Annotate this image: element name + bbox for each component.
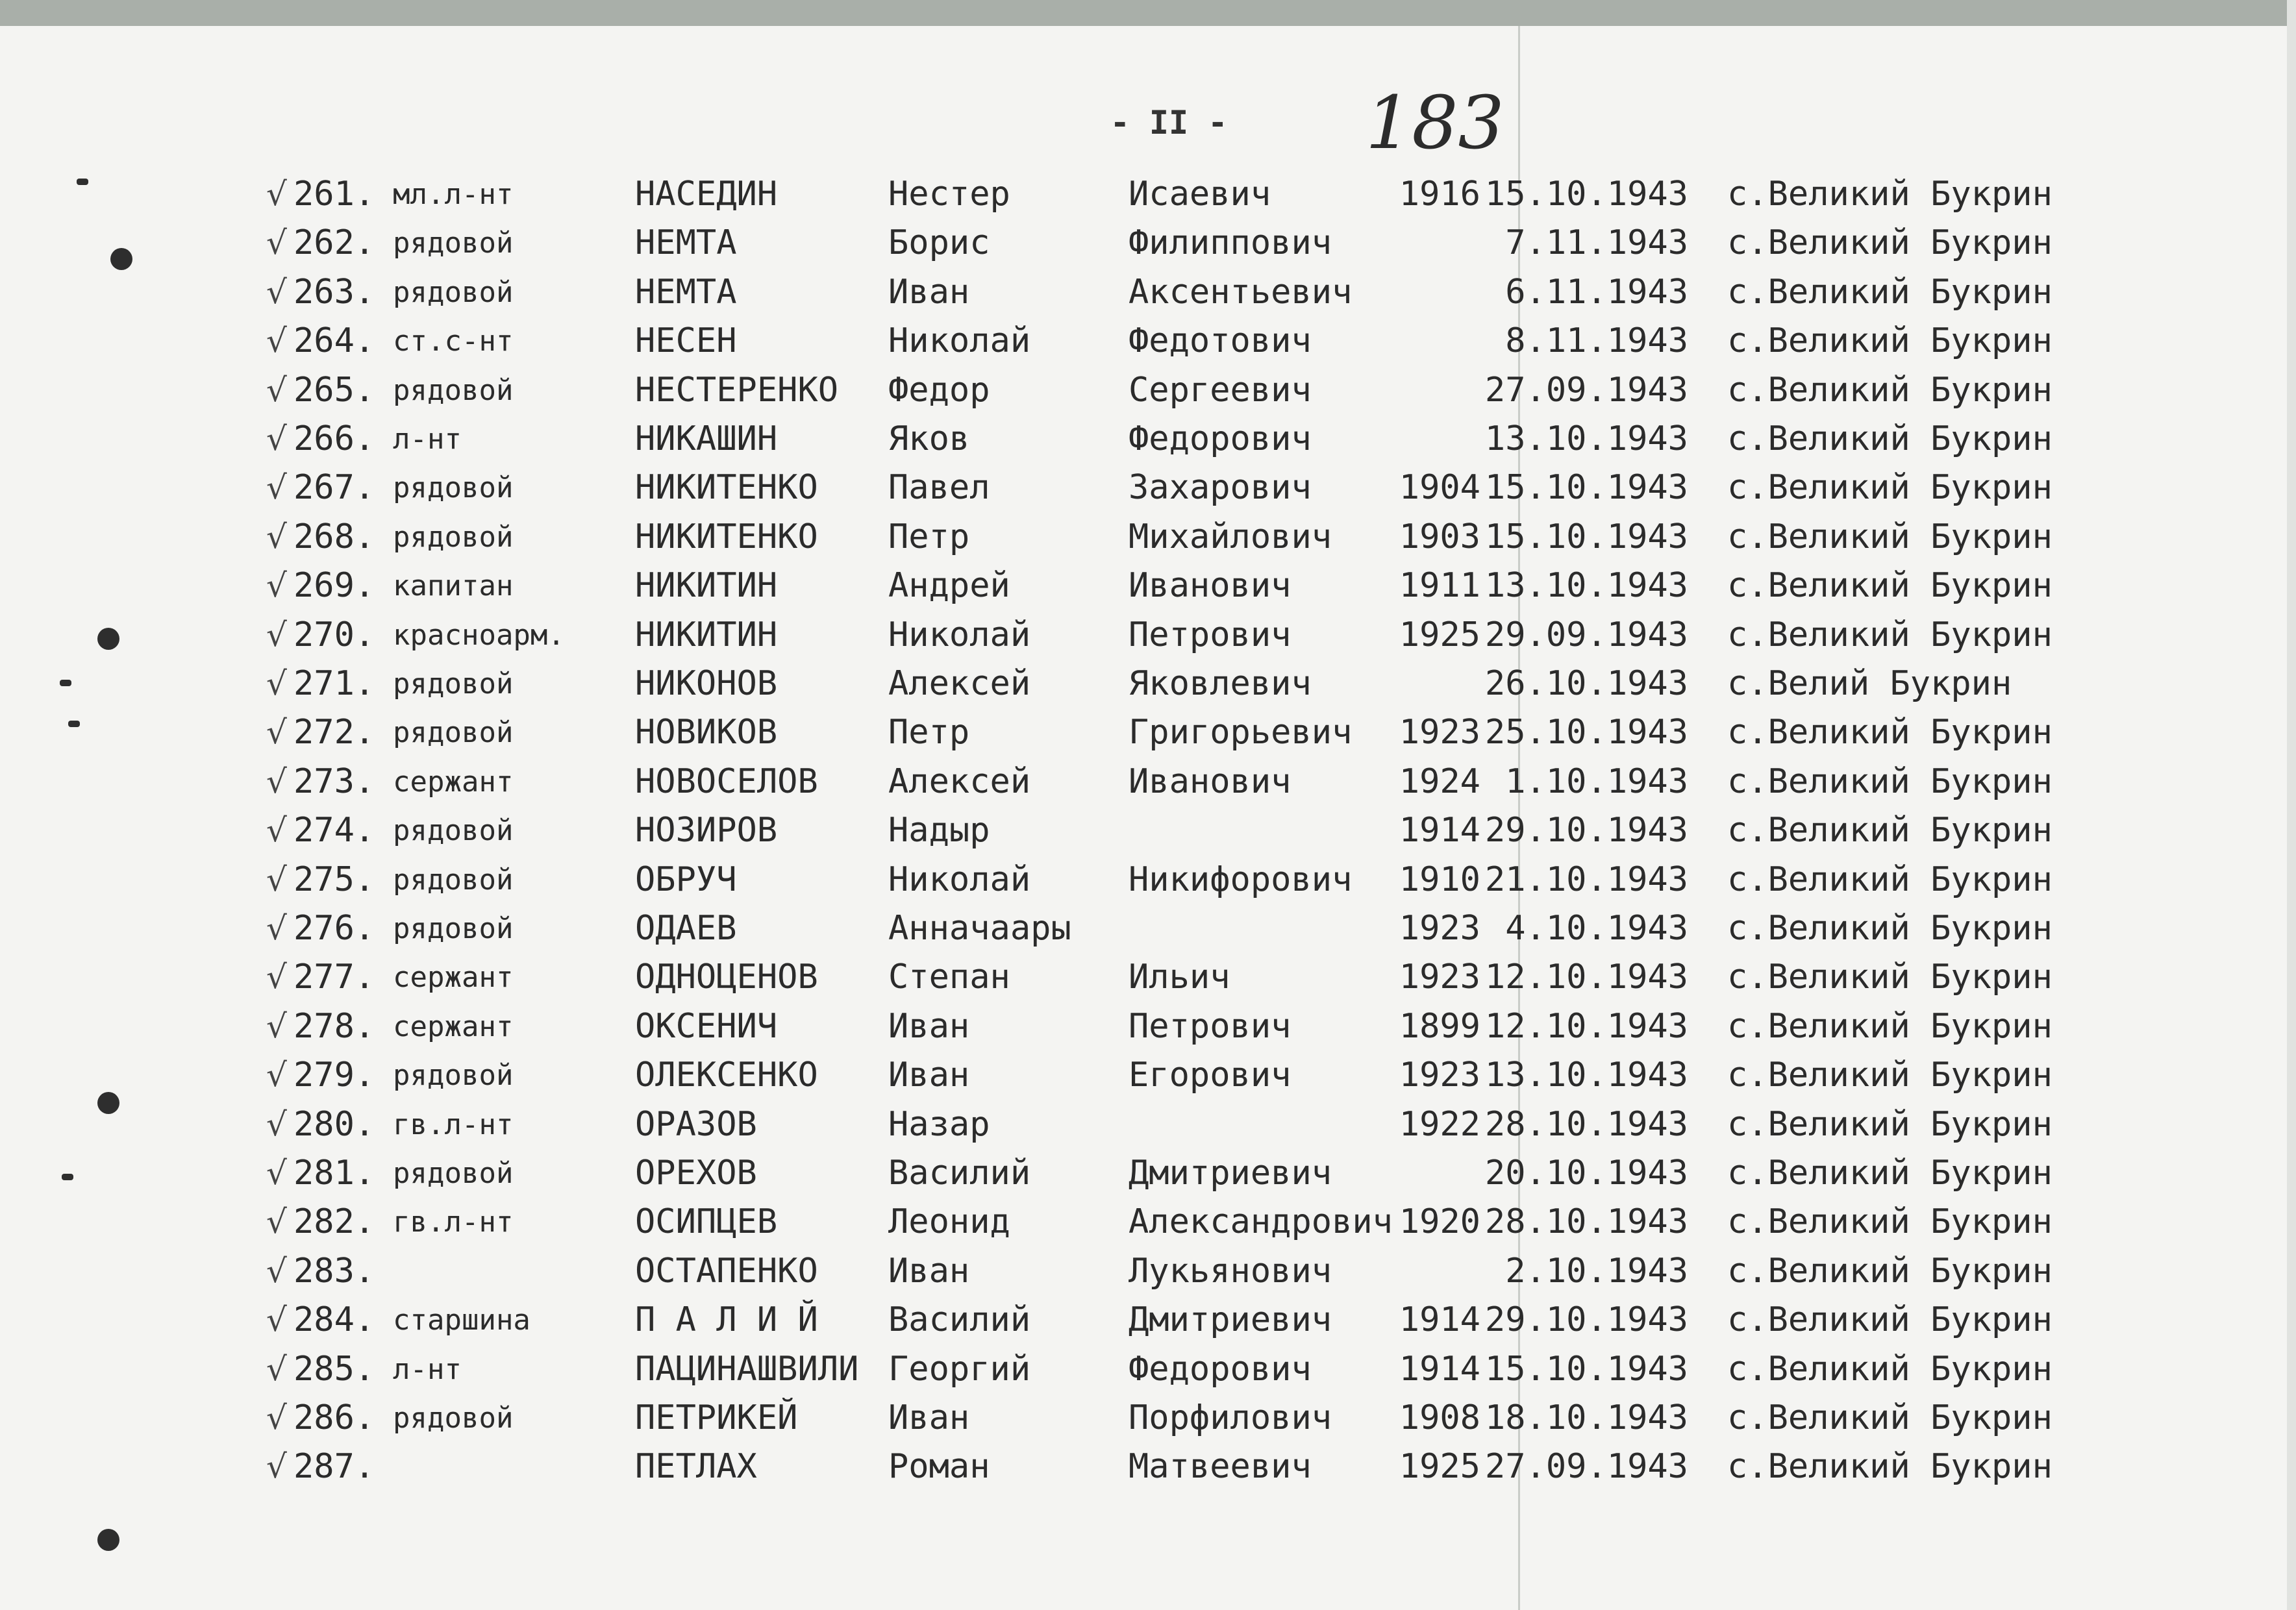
patronymic: Филиппович (1129, 223, 1332, 263)
record-number: 278. (293, 1006, 375, 1046)
birth-year: 1899 (1399, 1006, 1480, 1046)
record-number: 276. (293, 909, 375, 948)
first-name: Федор (888, 370, 990, 410)
rank: рядовой (393, 863, 514, 897)
death-date: 12.10.1943 (1484, 1006, 1688, 1046)
punch-mark (60, 680, 71, 686)
first-name: Иван (888, 272, 970, 312)
checkmark: √ (266, 1448, 287, 1486)
rank: рядовой (393, 1059, 514, 1093)
burial-place: с.Великий Букрин (1727, 223, 2053, 263)
death-date: 7.11.1943 (1505, 223, 1688, 263)
death-date: 15.10.1943 (1484, 468, 1688, 508)
punch-hole (110, 248, 132, 270)
burial-place: с.Великий Букрин (1727, 1154, 2053, 1193)
record-number: 286. (293, 1398, 375, 1437)
patronymic: Александрович (1129, 1202, 1393, 1242)
checkmark: √ (266, 1056, 287, 1095)
burial-place: с.Великий Букрин (1727, 1056, 2053, 1095)
last-name: НАСЕДИН (635, 175, 778, 214)
birth-year: 1923 (1399, 1056, 1480, 1095)
first-name: Петр (888, 517, 970, 556)
burial-place: с.Великий Букрин (1727, 615, 2053, 654)
last-name: ПЕТЛАХ (635, 1447, 757, 1487)
patronymic: Захарович (1129, 468, 1312, 508)
death-date: 15.10.1943 (1484, 1349, 1688, 1389)
birth-year: 1925 (1399, 615, 1480, 654)
punch-mark (77, 179, 88, 185)
record-number: 264. (293, 321, 375, 361)
first-name: Иван (888, 1251, 970, 1291)
birth-year: 1910 (1399, 860, 1480, 899)
rank: красноарм. (393, 618, 565, 652)
rank: рядовой (393, 373, 514, 407)
first-name: Анначаары (888, 909, 1071, 948)
last-name: НИКИТЕНКО (635, 468, 818, 508)
checkmark: √ (266, 1007, 287, 1045)
patronymic: Дмитриевич (1129, 1154, 1332, 1193)
page-number: - II - (1110, 104, 1228, 142)
burial-place: с.Великий Букрин (1727, 909, 2053, 948)
punch-hole (97, 1092, 119, 1114)
burial-place: с.Великий Букрин (1727, 1006, 2053, 1046)
death-date: 4.10.1943 (1505, 909, 1688, 948)
punch-mark (62, 1174, 73, 1180)
last-name: НОВОСЕЛОВ (635, 762, 818, 801)
rank: мл.л-нт (393, 178, 514, 211)
first-name: Василий (888, 1154, 1031, 1193)
patronymic: Федотович (1129, 321, 1312, 361)
birth-year: 1903 (1399, 517, 1480, 556)
first-name: Степан (888, 958, 1010, 997)
record-number: 271. (293, 664, 375, 703)
death-date: 29.10.1943 (1484, 1300, 1688, 1340)
rank: сержант (393, 1009, 514, 1043)
burial-place: с.Великий Букрин (1727, 860, 2053, 899)
death-date: 25.10.1943 (1484, 713, 1688, 752)
patronymic: Петрович (1129, 615, 1292, 654)
patronymic: Исаевич (1129, 175, 1271, 214)
first-name: Алексей (888, 664, 1031, 703)
last-name: ОЛЕКСЕНКО (635, 1056, 818, 1095)
birth-year: 1916 (1399, 175, 1480, 214)
death-date: 29.09.1943 (1484, 615, 1688, 654)
patronymic: Михайлович (1129, 517, 1332, 556)
checkmark: √ (266, 224, 287, 262)
death-date: 27.09.1943 (1484, 1447, 1688, 1487)
last-name: НИКИТИН (635, 566, 778, 606)
first-name: Нестер (888, 175, 1010, 214)
last-name: ОСТАПЕНКО (635, 1251, 818, 1291)
first-name: Василий (888, 1300, 1031, 1340)
checkmark: √ (266, 1252, 287, 1290)
scan-top-border (0, 0, 2296, 26)
burial-place: с.Великий Букрин (1727, 958, 2053, 997)
death-date: 20.10.1943 (1484, 1154, 1688, 1193)
checkmark: √ (266, 322, 287, 360)
burial-place: с.Великий Букрин (1727, 566, 2053, 606)
patronymic: Лукьянович (1129, 1251, 1332, 1291)
birth-year: 1923 (1399, 713, 1480, 752)
patronymic: Матвеевич (1129, 1447, 1312, 1487)
checkmark: √ (266, 860, 287, 898)
checkmark: √ (266, 1350, 287, 1388)
death-date: 8.11.1943 (1505, 321, 1688, 361)
last-name: ОДАЕВ (635, 909, 737, 948)
rank: рядовой (393, 667, 514, 700)
last-name: НИКОНОВ (635, 664, 778, 703)
record-number: 277. (293, 958, 375, 997)
rank: рядовой (393, 275, 514, 309)
record-number: 279. (293, 1056, 375, 1095)
birth-year: 1904 (1399, 468, 1480, 508)
last-name: ОСИПЦЕВ (635, 1202, 778, 1242)
last-name: ПЕТРИКЕЙ (635, 1398, 798, 1437)
burial-place: с.Великий Букрин (1727, 370, 2053, 410)
patronymic: Егорович (1129, 1056, 1292, 1095)
last-name: НЕМТА (635, 272, 737, 312)
checkmark: √ (266, 1399, 287, 1437)
rank: капитан (393, 569, 514, 603)
rank: рядовой (393, 814, 514, 848)
first-name: Роман (888, 1447, 990, 1487)
burial-place: с.Великий Букрин (1727, 517, 2053, 556)
birth-year: 1923 (1399, 958, 1480, 997)
patronymic: Петрович (1129, 1006, 1292, 1046)
birth-year: 1914 (1399, 811, 1480, 850)
rank: рядовой (393, 1402, 514, 1435)
checkmark: √ (266, 762, 287, 800)
record-number: 284. (293, 1300, 375, 1340)
last-name: ОБРУЧ (635, 860, 737, 899)
patronymic: Сергеевич (1129, 370, 1312, 410)
first-name: Георгий (888, 1349, 1031, 1389)
record-number: 268. (293, 517, 375, 556)
rank: рядовой (393, 227, 514, 260)
patronymic: Федорович (1129, 1349, 1312, 1389)
first-name: Николай (888, 615, 1031, 654)
last-name: ОРЕХОВ (635, 1154, 757, 1193)
record-number: 283. (293, 1251, 375, 1291)
last-name: НЕСЕН (635, 321, 737, 361)
rank: старшина (393, 1304, 530, 1337)
checkmark: √ (266, 420, 287, 458)
rank: рядовой (393, 1157, 514, 1190)
burial-place: с.Великий Букрин (1727, 1447, 2053, 1487)
death-date: 13.10.1943 (1484, 566, 1688, 606)
first-name: Алексей (888, 762, 1031, 801)
checkmark: √ (266, 665, 287, 702)
record-number: 273. (293, 762, 375, 801)
first-name: Николай (888, 321, 1031, 361)
record-number: 269. (293, 566, 375, 606)
record-number: 282. (293, 1202, 375, 1242)
burial-place: с.Великий Букрин (1727, 1349, 2053, 1389)
first-name: Иван (888, 1056, 970, 1095)
rank: рядовой (393, 471, 514, 505)
first-name: Борис (888, 223, 990, 263)
patronymic: Аксентьевич (1129, 272, 1353, 312)
checkmark: √ (266, 175, 287, 213)
record-number: 280. (293, 1104, 375, 1144)
record-number: 274. (293, 811, 375, 850)
burial-place: с.Велий Букрин (1727, 664, 2012, 703)
birth-year: 1925 (1399, 1447, 1480, 1487)
death-date: 13.10.1943 (1484, 1056, 1688, 1095)
birth-year: 1911 (1399, 566, 1480, 606)
first-name: Леонид (888, 1202, 1010, 1242)
death-date: 29.10.1943 (1484, 811, 1688, 850)
death-date: 13.10.1943 (1484, 419, 1688, 458)
record-number: 285. (293, 1349, 375, 1389)
record-number: 275. (293, 860, 375, 899)
death-date: 28.10.1943 (1484, 1104, 1688, 1144)
death-date: 18.10.1943 (1484, 1398, 1688, 1437)
death-date: 27.09.1943 (1484, 370, 1688, 410)
birth-year: 1924 (1399, 762, 1480, 801)
burial-place: с.Великий Букрин (1727, 1104, 2053, 1144)
death-date: 21.10.1943 (1484, 860, 1688, 899)
first-name: Надыр (888, 811, 990, 850)
last-name: П А Л И Й (635, 1300, 818, 1340)
birth-year: 1914 (1399, 1300, 1480, 1340)
patronymic: Ильич (1129, 958, 1230, 997)
checkmark: √ (266, 811, 287, 850)
rank: ст.с-нт (393, 325, 514, 358)
checkmark: √ (266, 1301, 287, 1339)
rank: сержант (393, 961, 514, 995)
death-date: 1.10.1943 (1505, 762, 1688, 801)
patronymic: Иванович (1129, 762, 1292, 801)
punch-hole (97, 628, 119, 650)
last-name: НЕСТЕРЕНКО (635, 370, 839, 410)
burial-place: с.Великий Букрин (1727, 321, 2053, 361)
last-name: ОКСЕНИЧ (635, 1006, 778, 1046)
checkmark: √ (266, 910, 287, 947)
burial-place: с.Великий Букрин (1727, 1398, 2053, 1437)
rank: гв.л-нт (393, 1206, 514, 1239)
first-name: Николай (888, 860, 1031, 899)
patronymic: Порфилович (1129, 1398, 1332, 1437)
checkmark: √ (266, 273, 287, 311)
death-date: 28.10.1943 (1484, 1202, 1688, 1242)
rank: л-нт (393, 1352, 462, 1386)
checkmark: √ (266, 713, 287, 752)
record-number: 263. (293, 272, 375, 312)
patronymic: Яковлевич (1129, 664, 1312, 703)
record-number: 270. (293, 615, 375, 654)
first-name: Петр (888, 713, 970, 752)
last-name: НЕМТА (635, 223, 737, 263)
scan-right-edge (2287, 0, 2296, 1610)
death-date: 6.11.1943 (1505, 272, 1688, 312)
death-date: 26.10.1943 (1484, 664, 1688, 703)
burial-place: с.Великий Букрин (1727, 1202, 2053, 1242)
death-date: 12.10.1943 (1484, 958, 1688, 997)
patronymic: Иванович (1129, 566, 1292, 606)
last-name: НИКАШИН (635, 419, 778, 458)
death-date: 15.10.1943 (1484, 517, 1688, 556)
first-name: Павел (888, 468, 990, 508)
checkmark: √ (266, 1203, 287, 1241)
record-number: 265. (293, 370, 375, 410)
burial-place: с.Великий Букрин (1727, 272, 2053, 312)
record-number: 281. (293, 1154, 375, 1193)
rank: сержант (393, 765, 514, 799)
record-number: 261. (293, 175, 375, 214)
last-name: ОРАЗОВ (635, 1104, 757, 1144)
checkmark: √ (266, 469, 287, 507)
last-name: ПАЦИНАШВИЛИ (635, 1349, 859, 1389)
archive-page-number (1360, 71, 1504, 169)
patronymic: Федорович (1129, 419, 1312, 458)
rank: гв.л-нт (393, 1108, 514, 1141)
first-name: Яков (888, 419, 970, 458)
patronymic: Никифорович (1129, 860, 1353, 899)
record-number: 267. (293, 468, 375, 508)
last-name: НИКИТЕНКО (635, 517, 818, 556)
burial-place: с.Великий Букрин (1727, 175, 2053, 214)
checkmark: √ (266, 615, 287, 654)
burial-place: с.Великий Букрин (1727, 713, 2053, 752)
checkmark: √ (266, 1154, 287, 1192)
first-name: Иван (888, 1006, 970, 1046)
birth-year: 1923 (1399, 909, 1480, 948)
last-name: НИКИТИН (635, 615, 778, 654)
svg-text:183: 183 (1366, 81, 1504, 166)
last-name: НОЗИРОВ (635, 811, 778, 850)
death-date: 15.10.1943 (1484, 175, 1688, 214)
birth-year: 1908 (1399, 1398, 1480, 1437)
checkmark: √ (266, 958, 287, 997)
burial-place: с.Великий Букрин (1727, 419, 2053, 458)
first-name: Назар (888, 1104, 990, 1144)
record-number: 262. (293, 223, 375, 263)
rank: л-нт (393, 423, 462, 456)
record-number: 272. (293, 713, 375, 752)
rank: рядовой (393, 912, 514, 945)
first-name: Андрей (888, 566, 1010, 606)
patronymic: Григорьевич (1129, 713, 1353, 752)
record-number: 287. (293, 1447, 375, 1487)
burial-place: с.Великий Букрин (1727, 811, 2053, 850)
patronymic: Дмитриевич (1129, 1300, 1332, 1340)
burial-place: с.Великий Букрин (1727, 1251, 2053, 1291)
last-name: НОВИКОВ (635, 713, 778, 752)
punch-hole (97, 1529, 119, 1551)
birth-year: 1922 (1399, 1104, 1480, 1144)
last-name: ОДНОЦЕНОВ (635, 958, 818, 997)
rank: рядовой (393, 716, 514, 750)
checkmark: √ (266, 567, 287, 605)
death-date: 2.10.1943 (1505, 1251, 1688, 1291)
checkmark: √ (266, 371, 287, 409)
checkmark: √ (266, 1105, 287, 1143)
first-name: Иван (888, 1398, 970, 1437)
punch-mark (68, 721, 80, 727)
burial-place: с.Великий Букрин (1727, 468, 2053, 508)
checkmark: √ (266, 517, 287, 556)
record-number: 266. (293, 419, 375, 458)
birth-year: 1914 (1399, 1349, 1480, 1389)
burial-place: с.Великий Букрин (1727, 1300, 2053, 1340)
birth-year: 1920 (1399, 1202, 1480, 1242)
rank: рядовой (393, 520, 514, 554)
burial-place: с.Великий Букрин (1727, 762, 2053, 801)
